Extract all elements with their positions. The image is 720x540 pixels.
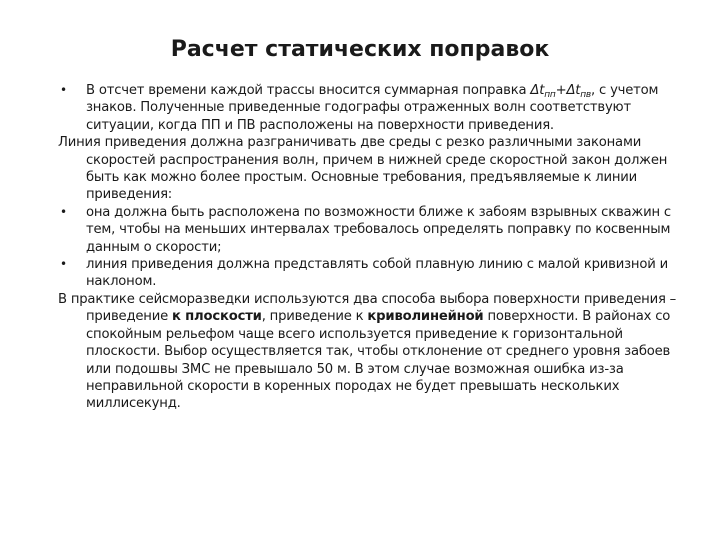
subscript-pp: пп [544, 90, 556, 100]
paragraph-2 [58, 291, 678, 413]
bullet-3-text: линия приведения должна представлять собой плавную линию с малой кривизной и наклоном. [86, 257, 668, 290]
paragraph-2-part-1: В практике сейсморазведки используются два способа выбора поверхности приведения – приведение [58, 291, 677, 325]
t-symbol-2: t [575, 83, 581, 98]
bullet-1-text-start: В отсчет времени каждой трассы вносится суммарная поправка [86, 83, 531, 98]
bullet-item-3 [58, 256, 678, 291]
bullet-icon: • [60, 257, 67, 272]
bullet-item-1 [58, 82, 678, 134]
bullet-2-text: она должна быть расположена по возможности ближе к забоям взрывных скважин с тем, чтобы на меньших интервалах требовалось определять поправку по косвенным данным о скорости; [86, 204, 671, 255]
paragraph-2-part-2: , приведение к [261, 309, 368, 325]
plus-delta [556, 83, 576, 98]
paragraph-1: Линия приведения должна разграничивать две среды с резко различными законами скоростей распространения волн, причем в нижней среде скоростной закон должен быть как можно более простым. Основные требования, предъявляемые к линии приведения: [58, 135, 668, 203]
t-symbol-1: t [539, 83, 545, 98]
paragraph-2-part-3: поверхности. В районах со спокойным рельефом чаще всего используется приведение к горизонтальной плоскости. Выбор осуществляется так, чтобы отклонение от среднего уровня забоев или подошвы ЗМС не превышало 50 м. В этом случае возможная ошибка из-за неправильной скорости в коренных породах не будет превышать нескольких миллисекунд. [86, 309, 671, 412]
slide-title: Расчет статических поправок [170, 37, 550, 62]
subscript-pv: пв [580, 90, 592, 100]
bullet-icon: • [60, 204, 67, 219]
bullet-item-2 [58, 204, 678, 256]
bold-curvilinear: криволинейной [367, 309, 484, 325]
plus-sign: + [555, 83, 567, 98]
delta-symbol-2: Δ [566, 83, 576, 98]
bullet-1-text-end: , с учетом знаков. Полученные приведенные годографы отраженных волн соответствуют ситуации, когда ПП и ПВ расположены на поверхности приведения. [86, 83, 659, 133]
delta-symbol: Δ [530, 83, 540, 98]
slide-body [58, 82, 678, 413]
bold-plane: к плоскости [171, 309, 262, 325]
bullet-icon: • [60, 83, 67, 97]
